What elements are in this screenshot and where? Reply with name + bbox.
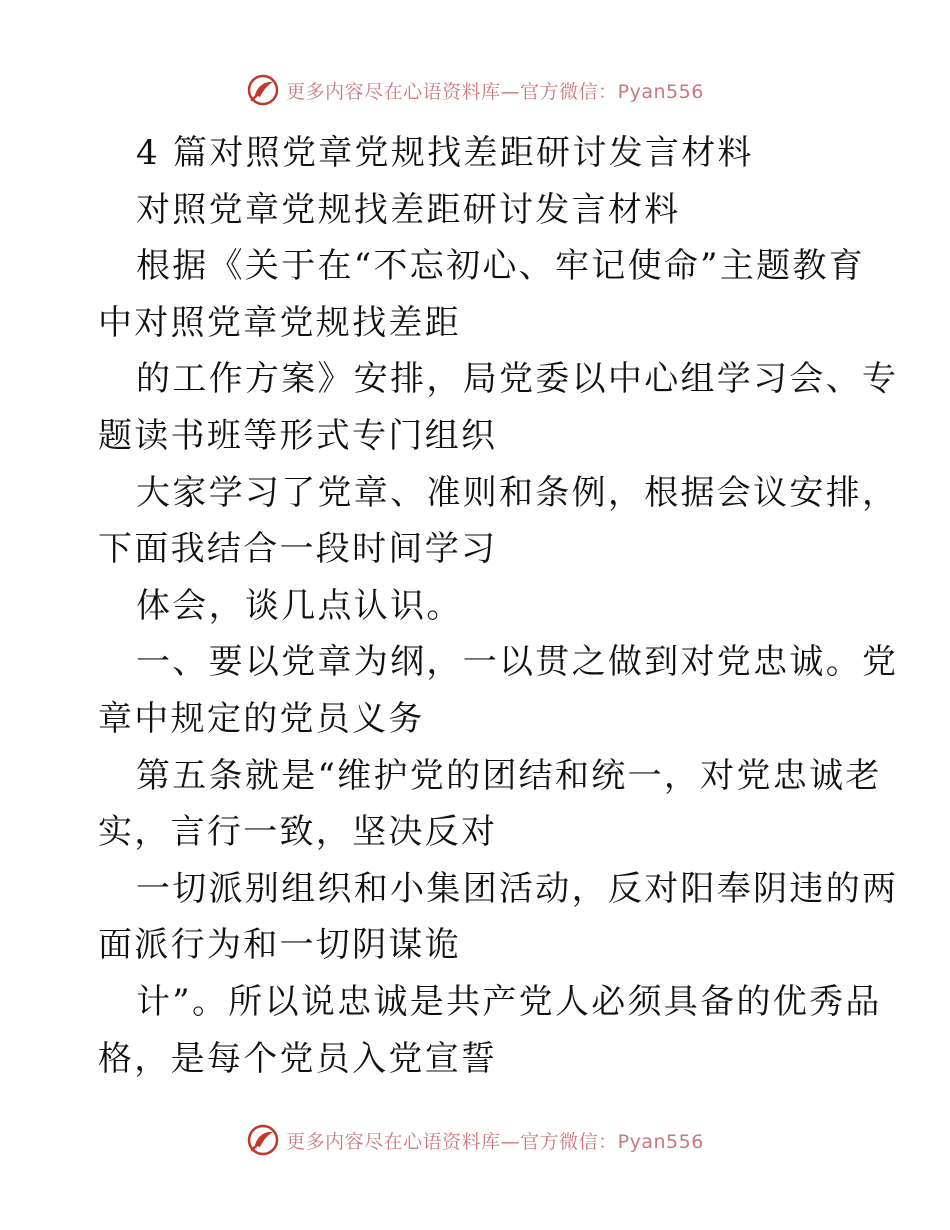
paragraph-line: 体会，谈几点认识。 xyxy=(136,585,463,626)
paragraph-line: 中对照党章党规找差距 xyxy=(98,302,461,343)
paragraph-line: 章中规定的党员义务 xyxy=(98,698,425,739)
footer-banner-text: 更多内容尽在心语资料库—官方微信：Pyan556 xyxy=(286,1130,704,1153)
paragraph-line: 下面我结合一段时间学习 xyxy=(98,529,498,570)
paragraph-line: 的工作方案》安排，局党委以中心组学习会、专 xyxy=(136,359,899,400)
document-body xyxy=(98,125,899,1087)
document-subtitle: 对照党章党规找差距研讨发言材料 xyxy=(136,189,681,230)
footer-banner xyxy=(0,1122,950,1158)
paragraph-line: 大家学习了党章、准则和条例，根据会议安排， xyxy=(136,472,899,513)
library-logo-icon xyxy=(246,73,280,107)
paragraph-line: 题读书班等形式专门组织 xyxy=(98,415,498,456)
paragraph-line: 根据《关于在“不忘初心、牢记使命”主题教育 xyxy=(136,246,866,287)
header-banner-text: 更多内容尽在心语资料库—官方微信：Pyan556 xyxy=(286,80,704,103)
section-heading-line: 一、要以党章为纲，一以贯之做到对党忠诚。党 xyxy=(136,642,899,683)
paragraph-line: 格，是每个党员入党宣誓 xyxy=(98,1038,498,1079)
paragraph-line: 一切派别组织和小集团活动，反对阳奉阴违的两 xyxy=(136,868,899,909)
document-title: 4 篇对照党章党规找差距研讨发言材料 xyxy=(136,133,754,173)
paragraph-line: 实，言行一致，坚决反对 xyxy=(98,812,498,853)
paragraph-line: 第五条就是“维护党的团结和统一，对党忠诚老 xyxy=(136,755,882,796)
paragraph-line: 面派行为和一切阴谋诡 xyxy=(98,925,461,966)
library-logo-icon xyxy=(246,1123,280,1157)
header-banner xyxy=(0,72,950,108)
paragraph-line: 计”。所以说忠诚是共产党人必须具备的优秀品 xyxy=(136,981,882,1022)
